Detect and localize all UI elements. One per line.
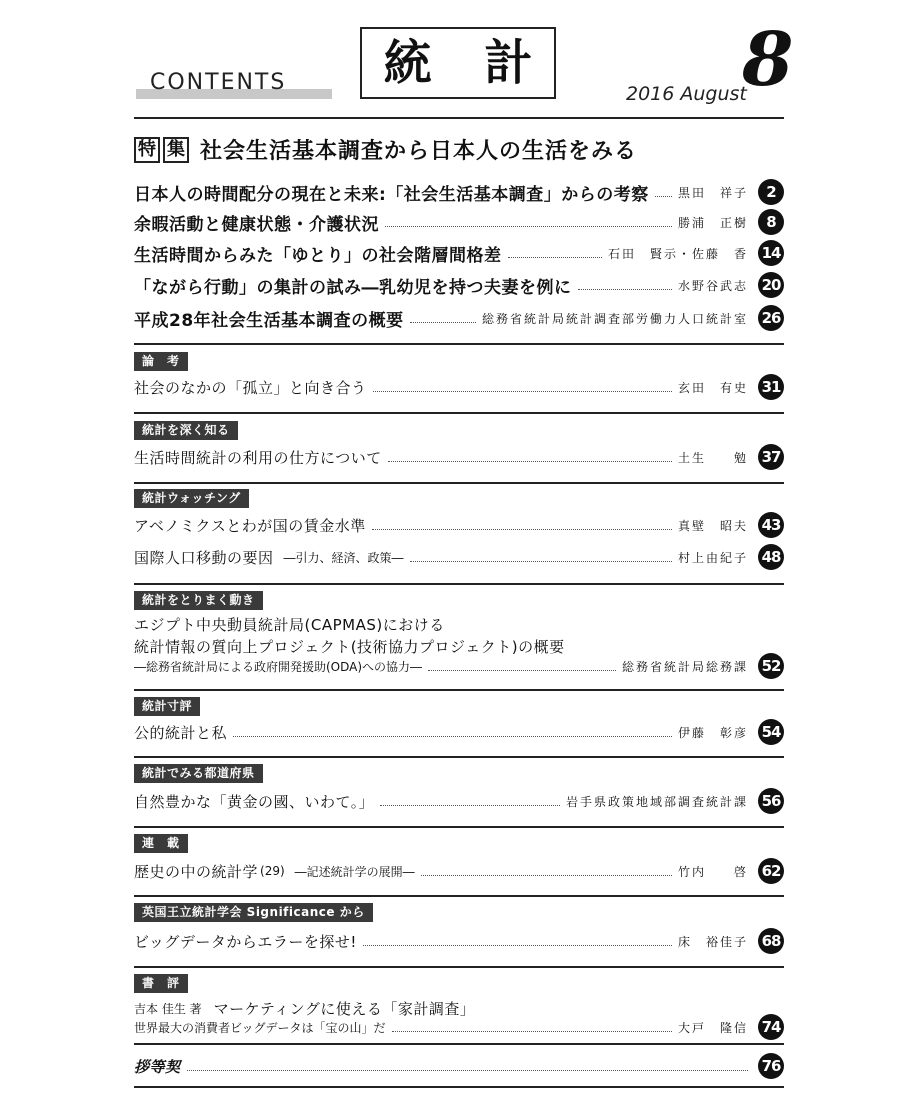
section-label-ronko: 論 考 <box>134 352 188 371</box>
entry-author: 水野谷武志 <box>677 278 748 293</box>
page-number-badge: 56 <box>758 788 784 814</box>
page-number-badge: 54 <box>758 719 784 745</box>
magazine-title: 統 計 <box>383 35 551 91</box>
entry-author: 土生 勉 <box>677 450 748 465</box>
toc-entry[interactable] <box>134 240 784 266</box>
page-number-badge: 8 <box>758 209 784 235</box>
toc-entry[interactable] <box>134 1014 784 1040</box>
entry-author: 黒田 祥子 <box>677 185 748 200</box>
entry-author: 村上由紀子 <box>677 550 748 565</box>
leader-dots <box>428 670 616 671</box>
leader-dots <box>373 391 672 392</box>
section-label-rensai: 連 載 <box>134 834 188 853</box>
entry-title: 日本人の時間配分の現在と未来:「社会生活基本調査」からの考察 <box>134 184 649 205</box>
feature-tag-1: 特 <box>134 137 160 163</box>
issue-date: 2016 August <box>626 83 747 105</box>
entry-subtitle: 世界最大の消費者ビッグデータは「宝の山」だ <box>134 1020 386 1035</box>
toc-entry[interactable] <box>134 544 784 570</box>
section-label-watching: 統計ウォッチング <box>134 489 249 508</box>
leader-dots <box>421 875 672 876</box>
section-label-shohyo: 書 評 <box>134 974 188 993</box>
entry-subtitle: ―引力、経済、政策― <box>283 550 404 565</box>
entry-title: 社会のなかの「孤立」と向き合う <box>134 378 367 397</box>
toc-entry[interactable] <box>134 719 784 745</box>
entry-volume: (29) <box>260 864 285 878</box>
section-rule <box>134 689 784 691</box>
review-book-title: マーケティングに使える「家計調査」 <box>213 1000 476 1018</box>
entry-title-line-2[interactable]: 統計情報の質向上プロジェクト(技術協力プロジェクト)の概要 <box>134 638 565 656</box>
feature-title: 社会生活基本調査から日本人の生活をみる <box>200 138 638 164</box>
leader-dots <box>385 226 672 227</box>
entry-subtitle: ―総務省統計局による政府開発援助(ODA)への協力― <box>134 659 423 674</box>
entry-title: 生活時間からみた「ゆとり」の社会階層間格差 <box>134 245 502 266</box>
feature-tag-2: 集 <box>163 137 189 163</box>
toc-entry[interactable] <box>134 653 784 679</box>
entry-title: 国際人口移動の要因 <box>134 548 274 567</box>
toc-entry[interactable] <box>134 928 784 954</box>
entry-title: 「ながら行動」の集計の試み―乳幼児を持つ夫妻を例に <box>134 277 572 298</box>
entry-author: 石田 賢示・佐藤 香 <box>607 246 748 261</box>
section-label-torimaku: 統計をとりまく動き <box>134 591 263 610</box>
page-number-badge: 68 <box>758 928 784 954</box>
header-rule <box>134 117 784 119</box>
page-number-badge: 31 <box>758 374 784 400</box>
leader-dots <box>508 257 602 258</box>
leader-dots <box>187 1070 748 1071</box>
bottom-rule <box>134 1086 784 1088</box>
section-rule <box>134 966 784 968</box>
entry-author: 真壁 昭夫 <box>677 518 748 533</box>
page-number-badge: 76 <box>758 1053 784 1079</box>
toc-entry[interactable] <box>134 788 784 814</box>
page-number-badge: 26 <box>758 305 784 331</box>
section-label-sunpyo: 統計寸評 <box>134 697 200 716</box>
leader-dots <box>578 289 672 290</box>
section-rule <box>134 482 784 484</box>
leader-dots <box>380 805 560 806</box>
section-label-significance: 英国王立統計学会 Significance から <box>134 903 373 922</box>
page-number-badge: 48 <box>758 544 784 570</box>
entry-subtitle: ―記述統計学の展開― <box>294 864 415 879</box>
leader-dots <box>410 322 476 323</box>
leader-dots <box>392 1031 672 1032</box>
entry-title: アベノミクスとわが国の賃金水準 <box>134 516 366 535</box>
toc-entry[interactable] <box>134 179 784 205</box>
leader-dots <box>410 561 672 562</box>
entry-author: 床 裕佳子 <box>677 934 748 949</box>
entry-author: 岩手県政策地域部調査統計課 <box>565 794 748 809</box>
entry-title: 公的統計と私 <box>134 723 228 742</box>
section-rule <box>134 1043 784 1045</box>
leader-dots <box>363 945 672 946</box>
toc-entry[interactable] <box>134 858 784 884</box>
feature-heading <box>134 134 637 165</box>
toc-entry[interactable] <box>134 209 784 235</box>
page-number-badge: 43 <box>758 512 784 538</box>
section-rule <box>134 895 784 897</box>
entry-title: 拶等契 <box>134 1057 181 1076</box>
entry-author: 勝浦 正樹 <box>677 215 748 230</box>
toc-entry[interactable] <box>134 272 784 298</box>
page-number-badge: 74 <box>758 1014 784 1040</box>
entry-author: 竹内 啓 <box>677 864 748 879</box>
toc-entry[interactable] <box>134 512 784 538</box>
leader-dots <box>233 736 672 737</box>
section-label-fukaku: 統計を深く知る <box>134 421 238 440</box>
page-number-badge: 20 <box>758 272 784 298</box>
contents-label: CONTENTS <box>150 70 287 95</box>
magazine-title-box <box>360 27 556 99</box>
entry-title: ビッグデータからエラーを探せ! <box>134 932 357 951</box>
page-number-badge: 14 <box>758 240 784 266</box>
section-rule <box>134 343 784 345</box>
entry-author: 大戸 隆信 <box>677 1020 748 1035</box>
page-number-badge: 37 <box>758 444 784 470</box>
entry-author: 総務省統計局総務課 <box>621 659 748 674</box>
section-rule <box>134 826 784 828</box>
page-number-badge: 2 <box>758 179 784 205</box>
entry-title: 平成28年社会生活基本調査の概要 <box>134 310 404 331</box>
entry-author: 伊藤 彰彦 <box>677 725 748 740</box>
section-rule <box>134 583 784 585</box>
section-rule <box>134 756 784 758</box>
entry-title: 余暇活動と健康状態・介護状況 <box>134 214 379 235</box>
entry-author: 玄田 有史 <box>677 380 748 395</box>
leader-dots <box>372 529 672 530</box>
issue-number: 8 <box>742 17 794 103</box>
toc-entry[interactable] <box>134 444 784 470</box>
section-rule <box>134 412 784 414</box>
leader-dots <box>388 461 672 462</box>
review-book-author: 吉本 佳生 著 <box>134 1002 202 1016</box>
toc-entry[interactable] <box>134 1053 784 1079</box>
section-label-todofuken: 統計でみる都道府県 <box>134 764 263 783</box>
page-number-badge: 62 <box>758 858 784 884</box>
page-number-badge: 52 <box>758 653 784 679</box>
entry-title: 歴史の中の統計学 <box>134 862 259 881</box>
leader-dots <box>655 196 672 197</box>
toc-entry[interactable] <box>134 374 784 400</box>
entry-author: 総務省統計局統計調査部労働力人口統計室 <box>481 311 748 326</box>
toc-entry[interactable] <box>134 305 784 331</box>
entry-title-line-1[interactable]: エジプト中央動員統計局(CAPMAS)における <box>134 616 445 634</box>
entry-title: 生活時間統計の利用の仕方について <box>134 448 382 467</box>
entry-title: 自然豊かな「黄金の國、いわて。」 <box>134 792 375 811</box>
